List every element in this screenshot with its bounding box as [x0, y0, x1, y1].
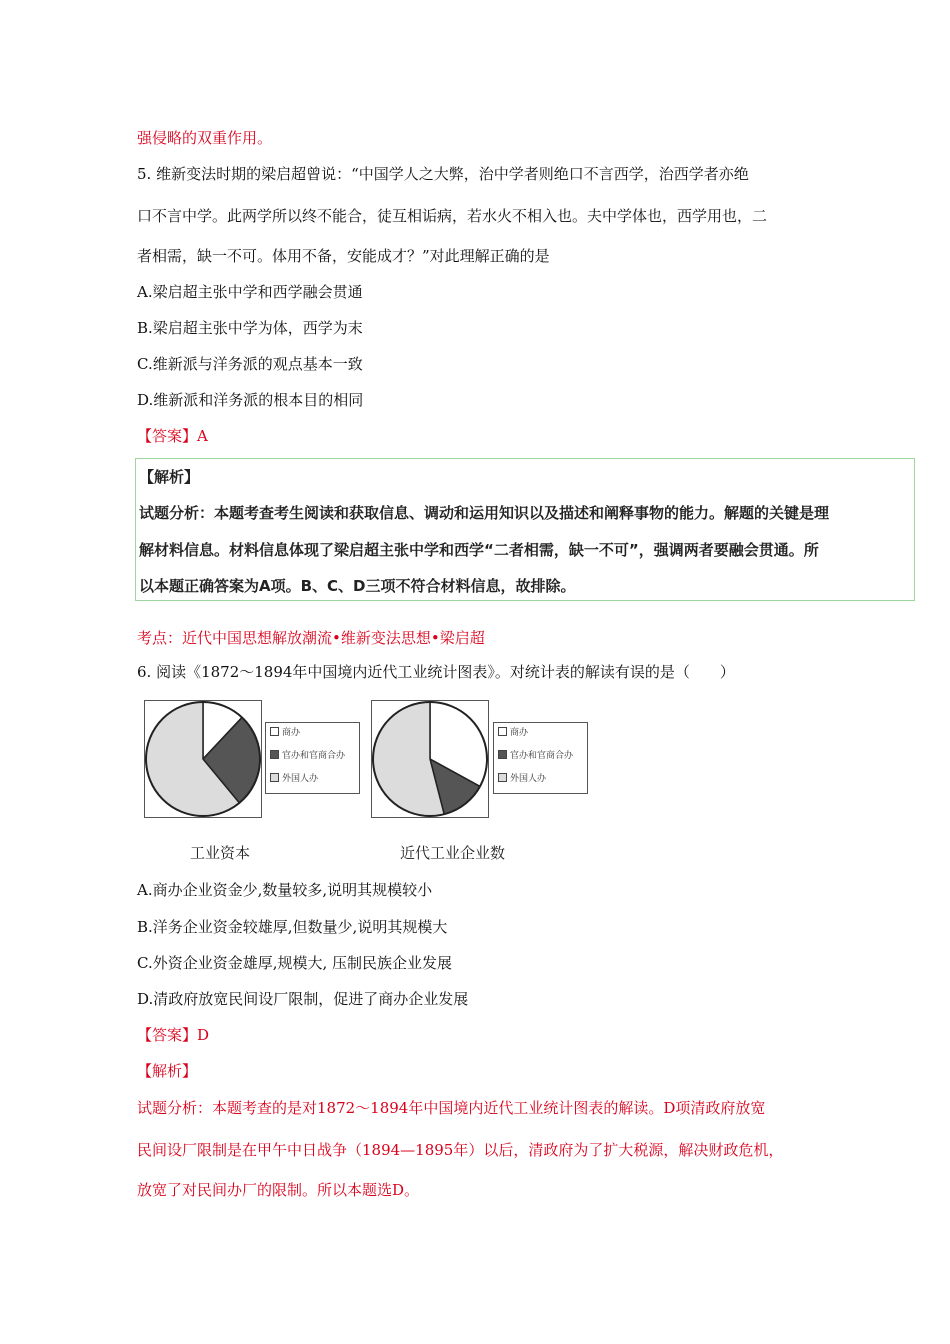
q5-stem-line2: 口不言中学。此两学所以终不能合，徒互相诟病，若水火不相入也。夫中学体也，西学用也，二 [137, 207, 768, 225]
pie-chart-capital-legend [265, 722, 360, 794]
legend-item-waiguo [270, 773, 318, 785]
q5-analysis-box [135, 458, 915, 601]
q5-analysis-line1: 试题分析：本题考查考生阅读和获取信息、调动和运用知识以及描述和阐释事物的能力。解题的关键是理 [139, 504, 830, 522]
q6-analysis-line1: 试题分析：本题考查的是对1872～1894年中国境内近代工业统计图表的解读。D项清政府放宽 [137, 1099, 766, 1117]
legend-swatch [270, 773, 279, 782]
q5-analysis-line2: 解材料信息。材料信息体现了梁启超主张中学和西学“二者相需，缺一不可”，强调两者要融会贯通。所 [139, 541, 819, 559]
legend-label: 商办 [510, 728, 529, 738]
pie-chart-capital-svg [144, 700, 262, 818]
q6-option-d: D.清政府放宽民间设厂限制，促进了商办企业发展 [137, 990, 469, 1008]
q5-stem-line1: 5. 维新变法时期的梁启超曾说：“中国学人之大弊，治中学者则绝口不言西学，治西学者亦绝 [137, 165, 749, 183]
q5-analysis-title: 【解析】 [139, 468, 200, 486]
q5-option-d: D.维新派和洋务派的根本目的相同 [137, 391, 364, 409]
q6-analysis-line3: 放宽了对民间办厂的限制。所以本题选D。 [137, 1181, 420, 1199]
q5-option-b: B.梁启超主张中学为体，西学为末 [137, 319, 363, 337]
q6-answer: 【答案】D [137, 1026, 210, 1044]
q6-analysis-title: 【解析】 [137, 1062, 198, 1080]
q5-option-c: C.维新派与洋务派的观点基本一致 [137, 355, 363, 373]
legend-item-shangban [270, 727, 300, 739]
legend-item-guanban [270, 750, 345, 762]
legend-label: 外国人办 [510, 774, 547, 784]
q5-option-a: A.梁启超主张中学和西学融会贯通 [137, 283, 363, 301]
pie-chart-capital [144, 700, 364, 818]
legend-swatch [498, 727, 507, 736]
legend-swatch [498, 773, 507, 782]
pie-chart-enterprises-svg [371, 700, 489, 818]
q5-stem-line3: 者相需，缺一不可。体用不备，安能成才？”对此理解正确的是 [137, 247, 550, 265]
legend-item-guanban [498, 750, 573, 762]
chart-caption-enterprises: 近代工业企业数 [400, 844, 506, 862]
q6-analysis-line2: 民间设厂限制是在甲午中日战争（1894—1895年）以后，清政府为了扩大税源，解决财政危机， [137, 1141, 784, 1159]
q6-option-a: A.商办企业资金少,数量较多,说明其规模较小 [137, 881, 433, 899]
pie-chart-enterprises [371, 700, 591, 818]
chart-caption-capital: 工业资本 [190, 844, 251, 862]
legend-item-waiguo [498, 773, 546, 785]
q5-kaodian: 考点：近代中国思想解放潮流•维新变法思想•梁启超 [137, 629, 485, 647]
q6-option-b: B.洋务企业资金较雄厚,但数量少,说明其规模大 [137, 918, 448, 936]
pie-chart-enterprises-legend [493, 722, 588, 794]
legend-label: 外国人办 [282, 774, 319, 784]
legend-label: 官办和官商合办 [282, 751, 346, 761]
legend-label: 商办 [282, 728, 301, 738]
q6-option-c: C.外资企业资金雄厚,规模大, 压制民族企业发展 [137, 954, 453, 972]
q5-analysis-line3: 以本题正确答案为A项。B、C、D三项不符合材料信息，故排除。 [139, 577, 576, 595]
legend-item-shangban [498, 727, 528, 739]
legend-swatch [498, 750, 507, 759]
legend-swatch [270, 727, 279, 736]
q5-answer: 【答案】A [137, 427, 208, 445]
q6-stem: 6. 阅读《1872～1894年中国境内近代工业统计图表》。对统计表的解读有误的是（ ） [137, 663, 735, 681]
legend-swatch [270, 750, 279, 759]
legend-label: 官办和官商合办 [510, 751, 574, 761]
q4-tail: 强侵略的双重作用。 [137, 129, 273, 147]
